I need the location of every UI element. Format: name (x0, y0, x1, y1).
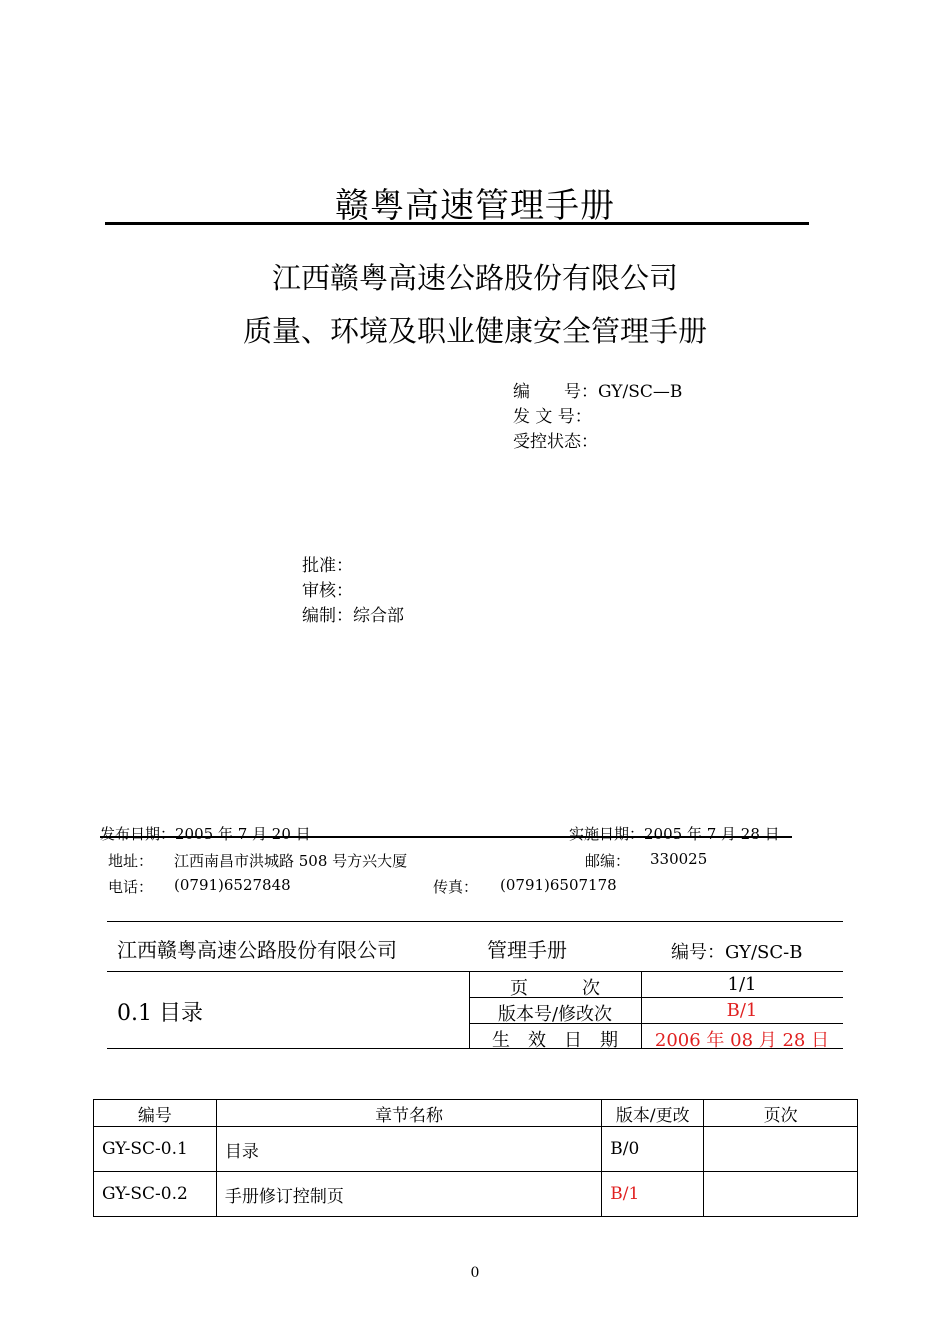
publish-date: 发布日期：2005 年 7 月 20 日 (100, 825, 311, 843)
toc-header-code: 编号 (94, 1100, 217, 1127)
doc-header-company: 江西赣粤高速公路股份有限公司 (117, 938, 397, 962)
toc-cell-version: B/1 (602, 1172, 704, 1217)
page-number: 0 (470, 1265, 480, 1281)
control-status-label: 受控状态： (513, 432, 598, 452)
toc-cell-code: GY-SC-0.2 (94, 1172, 217, 1217)
toc-table (93, 1099, 858, 1217)
toc-cell-page (704, 1172, 858, 1217)
compile-value: 综合部 (353, 606, 404, 626)
compile-label: 编制： (302, 606, 353, 626)
doc-header-mid-rule (107, 971, 843, 972)
main-title: 赣粤高速管理手册 (335, 186, 615, 226)
postcode-value: 330025 (650, 850, 708, 868)
code-label: 编 号： (513, 382, 598, 402)
doc-header-top-rule (107, 921, 843, 922)
fax-label: 传真： (433, 878, 479, 896)
toc-cell-name: 目录 (216, 1127, 601, 1172)
version-value: B/1 (726, 1000, 758, 1021)
section-title: 0.1 目录 (117, 1001, 203, 1026)
effective-label: 生 效 日 期 (492, 1030, 618, 1051)
toc-header-name: 章节名称 (216, 1100, 601, 1127)
title-rule (105, 222, 809, 225)
table-row (94, 1127, 858, 1172)
toc-header-page: 页次 (704, 1100, 858, 1127)
code-value: GY/SC—B (598, 382, 683, 402)
address-value: 江西南昌市洪城路 508 号方兴大厦 (174, 852, 408, 870)
toc-cell-name: 手册修订控制页 (216, 1172, 601, 1217)
page-value: 1/1 (727, 974, 757, 995)
postcode-label: 邮编： (585, 852, 631, 870)
toc-cell-version: B/0 (602, 1127, 704, 1172)
address-label: 地址： (108, 852, 154, 870)
toc-cell-page (704, 1127, 858, 1172)
compile-line (302, 601, 404, 626)
version-label: 版本号/修改次 (497, 1004, 613, 1025)
review-label: 审核： (302, 581, 353, 601)
toc-header-version: 版本/更改 (602, 1100, 704, 1127)
phone-value: (0791)6527848 (174, 876, 291, 894)
toc-cell-code: GY-SC-0.1 (94, 1127, 217, 1172)
code-line (513, 377, 682, 402)
company-name: 江西赣粤高速公路股份有限公司 (271, 261, 678, 295)
dates-rule (100, 836, 792, 838)
doc-header-type: 管理手册 (487, 938, 567, 962)
approve-label: 批准： (302, 556, 353, 576)
effective-date: 实施日期：2005 年 7 月 28 日 (569, 825, 780, 843)
table-row (94, 1172, 858, 1217)
phone-label: 电话： (108, 878, 154, 896)
toc-header-row (94, 1100, 858, 1127)
manual-name: 质量、环境及职业健康安全管理手册 (242, 314, 707, 348)
doc-header-code: 编号：GY/SC-B (671, 942, 803, 963)
issue-no-label: 发 文 号： (513, 407, 592, 427)
fax-value: (0791)6507178 (500, 876, 617, 894)
page-label: 页 次 (510, 978, 600, 999)
effective-value: 2006 年 08 月 28 日 (654, 1030, 830, 1051)
